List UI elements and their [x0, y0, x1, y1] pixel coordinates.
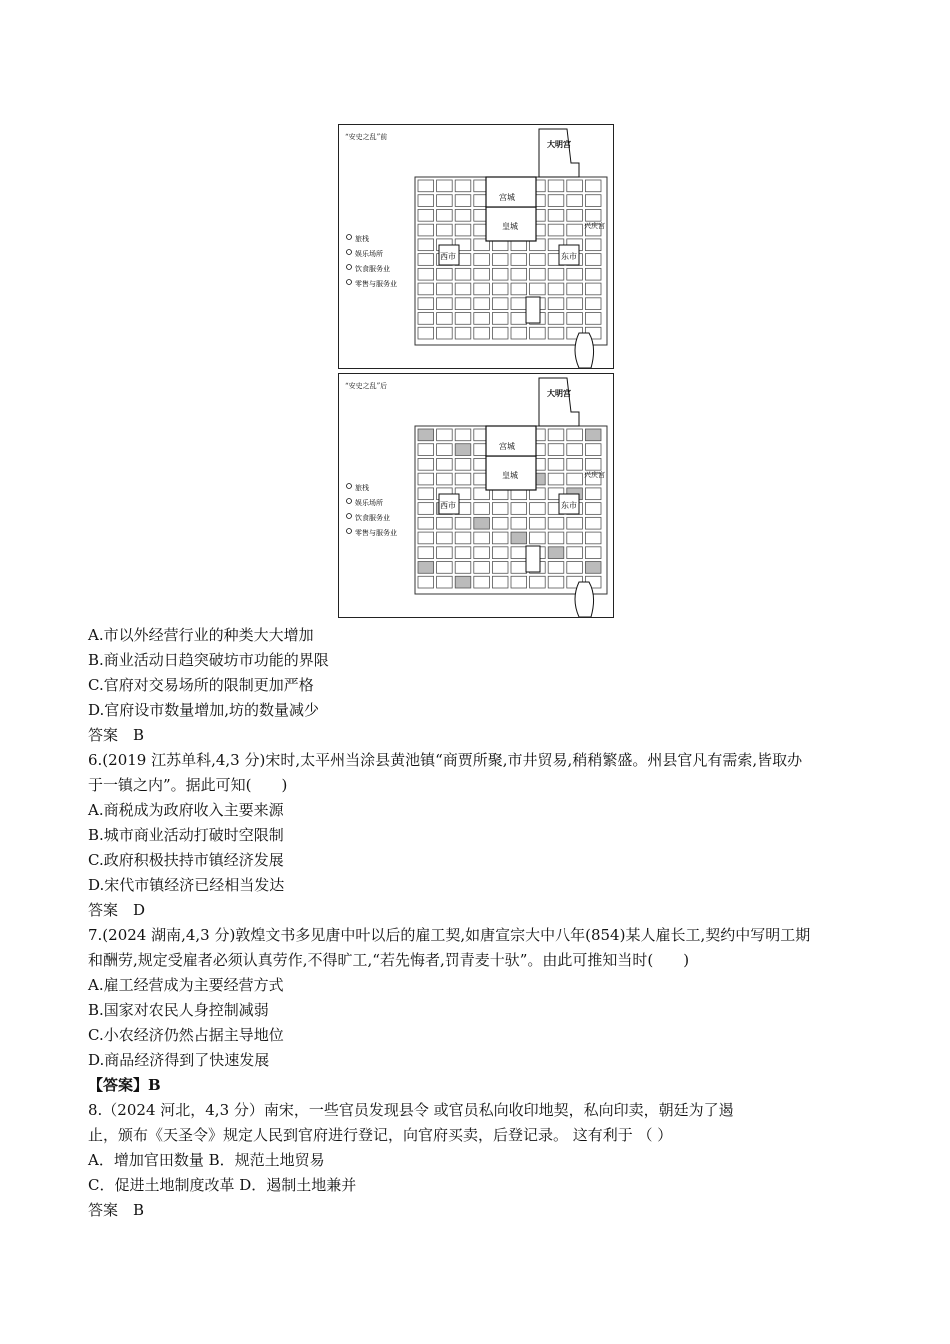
- ward-block: [530, 283, 546, 295]
- ward-block: [492, 547, 508, 559]
- ward-block: [418, 327, 434, 339]
- ward-block: [567, 473, 583, 485]
- ward-block: [511, 298, 527, 310]
- ward-block: [418, 180, 434, 192]
- ward-block: [585, 239, 601, 251]
- ward-grid: [347, 129, 608, 368]
- legend-symbol: [347, 499, 352, 504]
- ward-block: [585, 283, 601, 295]
- ward-block: [437, 547, 453, 559]
- ward-block: [455, 532, 471, 544]
- legend-item: 娱乐场所: [355, 250, 383, 258]
- ward-block: [418, 503, 434, 515]
- ward-block: [437, 195, 453, 207]
- ward-block: [548, 327, 564, 339]
- ward-block: [511, 254, 527, 266]
- ward-block: [437, 444, 453, 456]
- ward-block: [492, 532, 508, 544]
- ward-grid: [347, 378, 608, 617]
- ward-block: [474, 547, 490, 559]
- ward-block: [585, 209, 601, 221]
- question-stem: 和酬劳,规定受雇者必须认真劳作,不得旷工,“若先悔者,罚青麦十驮”。由此可推知当时( ): [88, 951, 690, 969]
- ward-block: [418, 209, 434, 221]
- legend-symbol: [347, 514, 352, 519]
- ward-block: [511, 576, 527, 588]
- legend-item: 旅栈: [355, 235, 369, 243]
- map-title: “安史之乱”前: [345, 133, 388, 141]
- ward-block: [585, 429, 601, 441]
- label-xingqing: 兴庆宫: [584, 222, 605, 230]
- ward-block: [437, 224, 453, 236]
- legend-symbol: [347, 280, 352, 285]
- option-b: B.国家对农民人身控制减弱: [88, 1001, 269, 1019]
- options-cd: C．促进土地制度改革 D．遏制土地兼并: [88, 1176, 357, 1194]
- legend-symbol: [347, 529, 352, 534]
- ward-block: [548, 224, 564, 236]
- ward-block: [437, 429, 453, 441]
- ward-block: [418, 195, 434, 207]
- ward-block: [567, 224, 583, 236]
- map-title: “安史之乱”后: [345, 382, 388, 390]
- ward-block: [492, 562, 508, 574]
- option-a: A.商税成为政府收入主要来源: [88, 801, 284, 819]
- ward-block: [530, 327, 546, 339]
- legend-item: 饮食服务业: [355, 514, 390, 522]
- ward-block: [585, 458, 601, 470]
- ward-block: [455, 180, 471, 192]
- label-imperial-city: 皇城: [502, 222, 518, 231]
- option-d: D.宋代市镇经济已经相当发达: [88, 876, 285, 894]
- ward-block: [530, 532, 546, 544]
- ward-block: [585, 547, 601, 559]
- ward-block: [474, 562, 490, 574]
- qujiang-lake: [575, 333, 594, 368]
- ward-block: [585, 254, 601, 266]
- ward-block: [474, 313, 490, 325]
- ward-block: [418, 298, 434, 310]
- ward-block: [567, 268, 583, 280]
- ward-block: [511, 503, 527, 515]
- ward-block: [474, 283, 490, 295]
- ward-block: [455, 576, 471, 588]
- ward-block: [437, 209, 453, 221]
- ward-block: [492, 254, 508, 266]
- ward-block: [567, 180, 583, 192]
- legend-item: 零售与服务业: [355, 280, 397, 288]
- ward-block: [437, 298, 453, 310]
- answer: 答案 D: [88, 901, 146, 919]
- map-before: [338, 124, 614, 369]
- ward-block: [585, 444, 601, 456]
- ward-block: [585, 195, 601, 207]
- legend-symbol: [347, 265, 352, 270]
- ward-block: [530, 517, 546, 529]
- ward-block: [548, 547, 564, 559]
- label-palace: 大明宫: [547, 139, 571, 149]
- option-d: D.官府设市数量增加,坊的数量减少: [88, 701, 320, 719]
- question-stem: 于一镇之内”。据此可知( ): [88, 776, 288, 794]
- ward-block: [455, 458, 471, 470]
- ward-block: [474, 254, 490, 266]
- ward-block: [437, 283, 453, 295]
- qujiang-lake: [575, 582, 594, 617]
- ward-block: [511, 517, 527, 529]
- map-after: [338, 373, 614, 618]
- ward-block: [567, 532, 583, 544]
- ward-block: [511, 327, 527, 339]
- ward-block: [567, 562, 583, 574]
- palace-block: [486, 426, 536, 456]
- ward-block: [418, 283, 434, 295]
- ward-block: [492, 517, 508, 529]
- ward-block: [492, 298, 508, 310]
- legend-symbol: [347, 250, 352, 255]
- ward-block: [511, 532, 527, 544]
- ward-block: [437, 327, 453, 339]
- south-market-block: [526, 546, 540, 572]
- ward-block: [492, 283, 508, 295]
- ward-block: [548, 313, 564, 325]
- ward-block: [567, 547, 583, 559]
- label-east-market: 东市: [561, 501, 577, 510]
- ward-block: [548, 562, 564, 574]
- legend-item: 饮食服务业: [355, 265, 390, 273]
- ward-block: [437, 458, 453, 470]
- ward-block: [492, 576, 508, 588]
- ward-block: [585, 503, 601, 515]
- ward-block: [511, 268, 527, 280]
- ward-block: [437, 313, 453, 325]
- ward-block: [418, 532, 434, 544]
- label-imperial-city: 皇城: [502, 471, 518, 480]
- ward-block: [585, 532, 601, 544]
- ward-block: [567, 298, 583, 310]
- ward-block: [418, 254, 434, 266]
- ward-block: [548, 180, 564, 192]
- ward-block: [455, 473, 471, 485]
- ward-block: [548, 576, 564, 588]
- ward-block: [567, 458, 583, 470]
- ward-block: [567, 195, 583, 207]
- ward-block: [474, 298, 490, 310]
- options-ab: A．增加官田数量 B．规范土地贸易: [88, 1151, 325, 1169]
- ward-block: [530, 576, 546, 588]
- ward-block: [455, 429, 471, 441]
- question-stem: 8.（2024 河北，4,3 分）南宋，一些官员发现县令 或官员私向收印地契，私向印卖，朝廷为了遏: [88, 1101, 734, 1119]
- ward-block: [455, 562, 471, 574]
- ward-block: [418, 444, 434, 456]
- option-b: B.商业活动日趋突破坊市功能的界限: [88, 651, 329, 669]
- option-a: A.市以外经营行业的种类大大增加: [88, 626, 314, 644]
- ward-block: [548, 195, 564, 207]
- option-a: A.雇工经营成为主要经营方式: [88, 976, 284, 994]
- legend-item: 零售与服务业: [355, 529, 397, 537]
- ward-block: [548, 298, 564, 310]
- legend-item: 娱乐场所: [355, 499, 383, 507]
- ward-block: [474, 532, 490, 544]
- ward-block: [548, 268, 564, 280]
- ward-block: [418, 473, 434, 485]
- ward-block: [492, 327, 508, 339]
- ward-block: [492, 313, 508, 325]
- ward-block: [418, 313, 434, 325]
- city-map-svg: [339, 374, 613, 617]
- ward-block: [511, 547, 527, 559]
- ward-block: [492, 503, 508, 515]
- ward-block: [548, 473, 564, 485]
- ward-block: [567, 517, 583, 529]
- ward-block: [455, 268, 471, 280]
- ward-block: [455, 444, 471, 456]
- option-b: B.城市商业活动打破时空限制: [88, 826, 284, 844]
- palace-block: [486, 177, 536, 207]
- ward-block: [548, 429, 564, 441]
- ward-block: [585, 562, 601, 574]
- ward-block: [437, 562, 453, 574]
- ward-block: [585, 180, 601, 192]
- question-stem: 7.(2024 湖南,4,3 分)敦煌文书多见唐中叶以后的雇工契,如唐宣宗大中八年(854)某人雇长工,契约中写明工期: [88, 926, 811, 944]
- ward-block: [418, 458, 434, 470]
- ward-block: [530, 268, 546, 280]
- ward-block: [418, 562, 434, 574]
- ward-block: [567, 444, 583, 456]
- ward-block: [474, 327, 490, 339]
- ward-block: [585, 488, 601, 500]
- ward-block: [455, 224, 471, 236]
- ward-block: [548, 517, 564, 529]
- question-stem: 6.(2019 江苏单科,4,3 分)宋时,太平州当涂县黄池镇“商贾所聚,市井贸易,稍稍繁盛。州县官凡有需索,皆取办: [88, 751, 803, 769]
- ward-block: [418, 517, 434, 529]
- ward-block: [474, 576, 490, 588]
- ward-block: [530, 254, 546, 266]
- label-west-market: 西市: [440, 501, 456, 510]
- label-palace: 大明宫: [547, 388, 571, 398]
- ward-block: [585, 313, 601, 325]
- ward-block: [437, 517, 453, 529]
- label-inner-palace: 宫城: [499, 442, 515, 451]
- ward-block: [567, 429, 583, 441]
- ward-block: [455, 547, 471, 559]
- ward-block: [418, 268, 434, 280]
- ward-block: [548, 444, 564, 456]
- ward-block: [474, 268, 490, 280]
- label-xingqing: 兴庆宫: [584, 471, 605, 479]
- ward-block: [585, 268, 601, 280]
- answer: 答案 B: [88, 726, 145, 744]
- legend-item: 旅栈: [355, 484, 369, 492]
- label-east-market: 东市: [561, 252, 577, 261]
- ward-block: [455, 327, 471, 339]
- ward-block: [567, 313, 583, 325]
- ward-block: [418, 576, 434, 588]
- ward-block: [437, 576, 453, 588]
- ward-block: [511, 283, 527, 295]
- question-stem: 止，颁布《天圣令》规定人民到官府进行登记，向官府买卖，后登记录。 这有利于 （ ）: [88, 1126, 673, 1144]
- ward-block: [437, 268, 453, 280]
- option-d: D.商品经济得到了快速发展: [88, 1051, 270, 1069]
- ward-block: [418, 429, 434, 441]
- ward-block: [474, 503, 490, 515]
- daming-palace-block: [539, 378, 579, 426]
- ward-block: [437, 180, 453, 192]
- city-map-svg: [339, 125, 613, 368]
- label-inner-palace: 宫城: [499, 193, 515, 202]
- ward-block: [455, 283, 471, 295]
- ward-block: [455, 195, 471, 207]
- ward-block: [455, 313, 471, 325]
- answer: 【答案】B: [88, 1076, 161, 1094]
- ward-block: [511, 562, 527, 574]
- ward-block: [530, 503, 546, 515]
- ward-block: [455, 298, 471, 310]
- ward-block: [585, 298, 601, 310]
- ward-block: [418, 547, 434, 559]
- ward-block: [455, 517, 471, 529]
- ward-block: [418, 224, 434, 236]
- ward-block: [418, 488, 434, 500]
- ward-block: [548, 458, 564, 470]
- answer: 答案 B: [88, 1201, 145, 1219]
- label-west-market: 西市: [440, 252, 456, 261]
- daming-palace-block: [539, 129, 579, 177]
- option-c: C.小农经济仍然占据主导地位: [88, 1026, 284, 1044]
- ward-block: [567, 283, 583, 295]
- ward-block: [418, 239, 434, 251]
- option-c: C.政府积极扶持市镇经济发展: [88, 851, 284, 869]
- ward-block: [474, 517, 490, 529]
- legend-symbol: [347, 235, 352, 240]
- ward-block: [548, 283, 564, 295]
- ward-block: [437, 473, 453, 485]
- ward-block: [567, 209, 583, 221]
- ward-block: [511, 313, 527, 325]
- option-c: C.官府对交易场所的限制更加严格: [88, 676, 314, 694]
- ward-block: [492, 268, 508, 280]
- ward-block: [548, 209, 564, 221]
- ward-block: [437, 532, 453, 544]
- legend-symbol: [347, 484, 352, 489]
- south-market-block: [526, 297, 540, 323]
- ward-block: [455, 209, 471, 221]
- ward-block: [548, 532, 564, 544]
- ward-block: [585, 517, 601, 529]
